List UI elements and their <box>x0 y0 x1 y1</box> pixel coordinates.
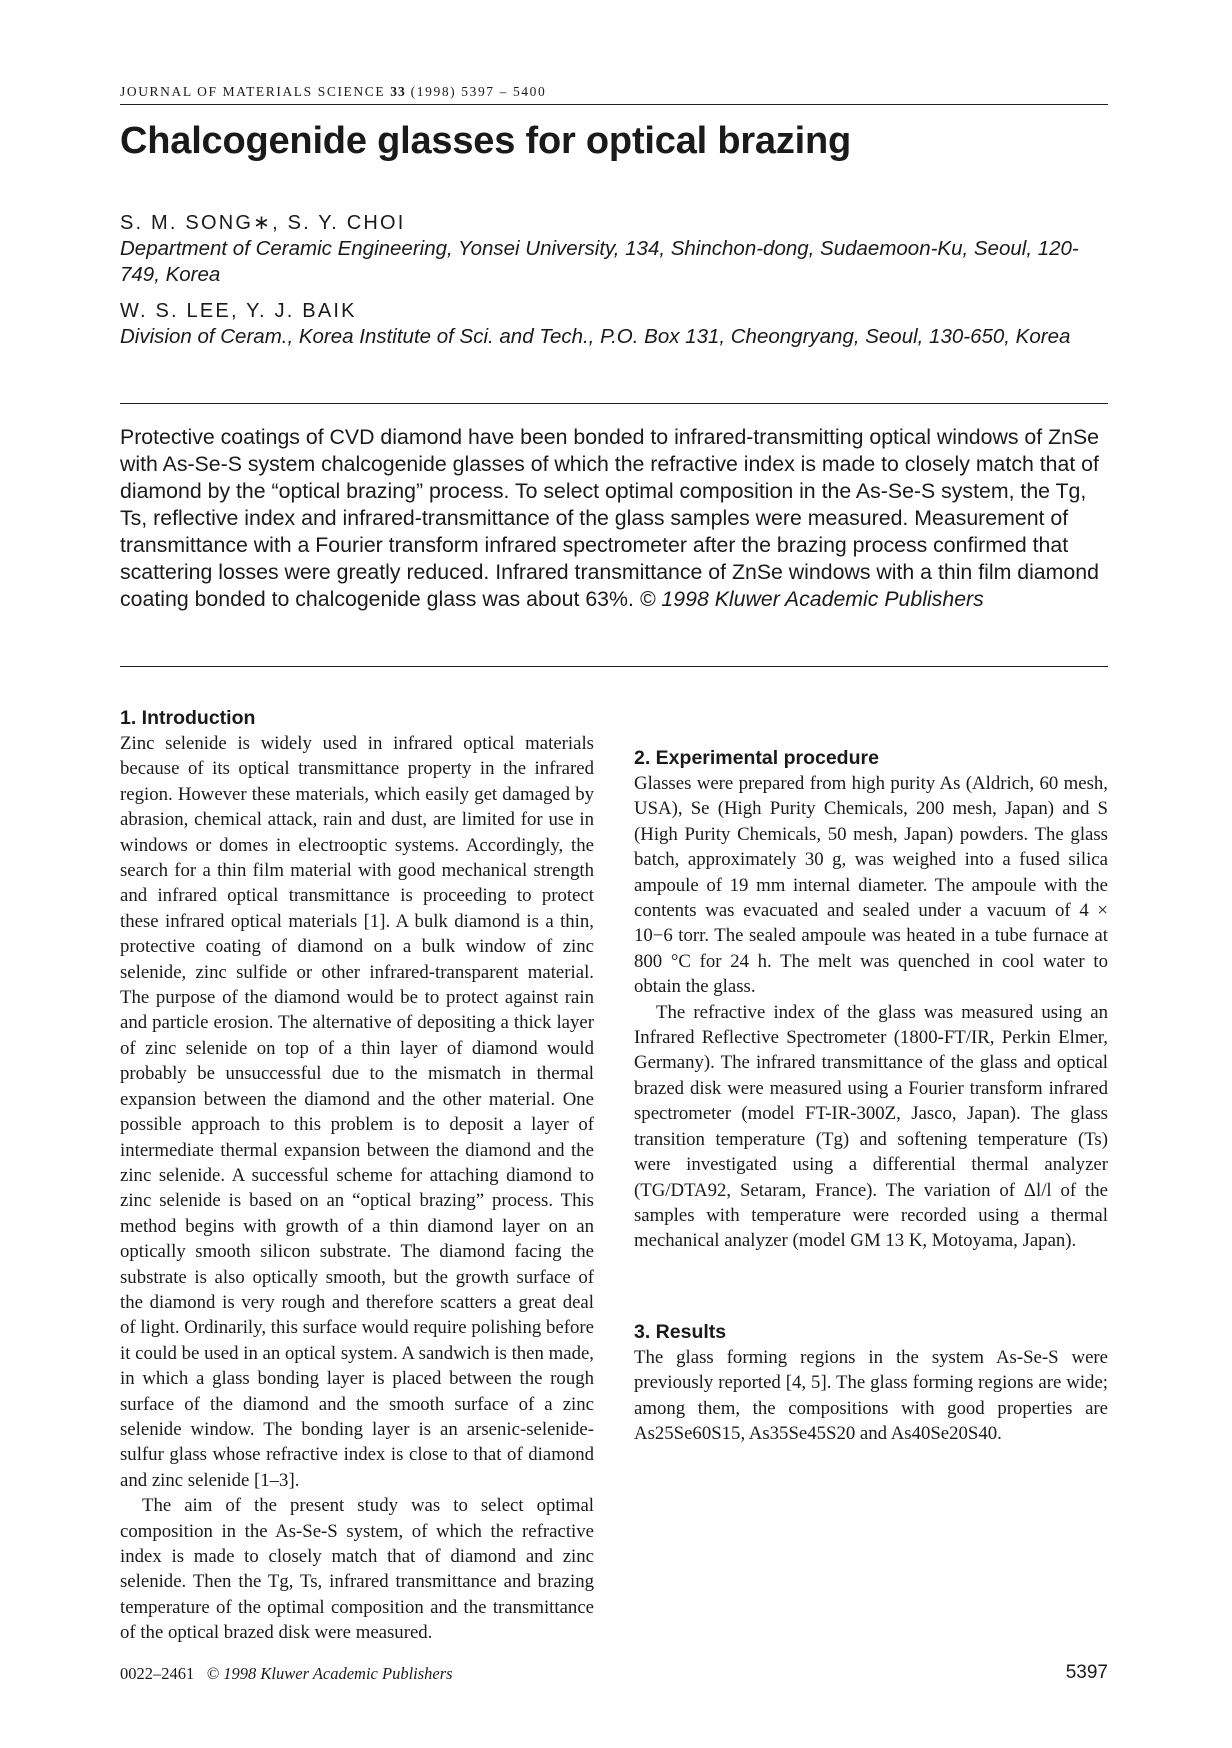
footer-issn-copyright <box>120 1664 453 1684</box>
abstract-bottom-rule <box>120 666 1108 667</box>
paper-title: Chalcogenide glasses for optical brazing <box>120 120 852 162</box>
introduction-paragraph-2: The aim of the present study was to select optimal composition in the As-Se-S system, of which the refractive index is made to closely match that of diamond and zinc selenide. Then the Tg, Ts, infrared transmittance and brazing temperature of the optimal composition and the transmittance of the optical brazed disk were measured. <box>120 1495 594 1644</box>
header-rule <box>120 104 1108 105</box>
footer-copyright: © 1998 Kluwer Academic Publishers <box>206 1664 453 1683</box>
journal-volume: 33 <box>390 84 406 99</box>
footer-issn: 0022–2461 <box>120 1664 195 1683</box>
introduction-paragraph-1: Zinc selenide is widely used in infrared optical materials because of its optical transmittance property in the infrared region. However these materials, which easily get damaged by abrasion, chemical attack, rain and dust, are limited for use in windows or domes in electrooptic systems. Accordingly, the search for a thin film material with good mechanical strength and infrared optical transmittance is proceeding to protect these infrared optical materials [1]. A bulk diamond is a thin, protective coating of diamond on a bulk window of zinc selenide, zinc sulfide or other infrared-transparent material. The purpose of the diamond would be to protect against rain and particle erosion. The alternative of depositing a thick layer of zinc selenide on top of a thin layer of diamond would probably be unsuccessful due to the mismatch in thermal expansion between the diamond and the other material. One possible approach to this problem is to deposit a layer of intermediate thermal expansion between the diamond and the zinc selenide. A successful scheme for attaching diamond to zinc selenide is based on an “optical brazing” process. This method begins with growth of a thin diamond layer on an optically smooth silicon substrate. The diamond facing the substrate is also optically smooth, but the growth surface of the diamond is very rough and therefore scatters a great deal of light. Ordinarily, this surface would require polishing before it could be used in an optical system. A sandwich is then made, in which a glass bonding layer is placed between the rough surface of the diamond and the smooth surface of a zinc selenide window. The bonding layer is an arsenic-selenide-sulfur glass whose refractive index is close to that of diamond and zinc selenide [1–3]. <box>120 733 594 1491</box>
author-names-2: W. S. LEE, Y. J. BAIK <box>120 300 357 322</box>
journal-name: JOURNAL OF MATERIALS SCIENCE <box>120 84 386 99</box>
section-heading-experimental: 2. Experimental procedure <box>634 747 879 769</box>
results-paragraph-1: The glass forming regions in the system As-Se-S were previously reported [4, 5]. The glass forming regions are wide; among them, the compositions with good properties are As25Se60S15, As35Se45S20 and As40Se20S40. <box>634 1346 1108 1444</box>
abstract <box>120 424 1108 613</box>
right-column <box>634 706 1108 1446</box>
abstract-text: Protective coatings of CVD diamond have been bonded to infrared-transmitting optical windows of ZnSe with As-Se-S system chalcogenide glasses of which the refractive index is made to closely match that of diamond by the “optical brazing” process. To select optimal composition in the As-Se-S system, the Tg, Ts, reflective index and infrared-transmittance of the glass samples were measured. Measurement of transmittance with a Fourier transform infrared spectrometer after the brazing process confirmed that scattering losses were greatly reduced. Infrared transmittance of ZnSe windows with a thin film diamond coating bonded to chalcogenide glass was about 63%. <box>120 425 1100 611</box>
abstract-copyright: © 1998 Kluwer Academic Publishers <box>639 587 984 611</box>
experimental-paragraph-2: The refractive index of the glass was measured using an Infrared Reflective Spectrometer (1800-FT/IR, Perkin Elmer, Germany). The infrared transmittance of the glass and optical brazed disk were measured using a Fourier transform infrared spectrometer (model FT-IR-300Z, Jasco, Japan). The glass transition temperature (Tg) and softening temperature (Ts) were investigated using a differential thermal analyzer (TG/DTA92, Setaram, France). The variation of Δl/l of the samples with temperature were recorded using a thermal mechanical analyzer (model GM 13 K, Motoyama, Japan). <box>634 1001 1108 1252</box>
author-affiliation-2: Division of Ceram., Korea Institute of Sci. and Tech., P.O. Box 131, Cheongryang, Seoul, 130-650, Korea <box>120 325 1071 348</box>
author-affiliation-1: Department of Ceramic Engineering, Yonsei University, 134, Shinchon-dong, Sudaemoon-Ku, Seoul, 120-749, Korea <box>120 237 1079 286</box>
journal-header <box>120 84 1108 100</box>
author-names-1: S. M. SONG∗, S. Y. CHOI <box>120 212 406 234</box>
experimental-paragraph-1: Glasses were prepared from high purity As (Aldrich, 60 mesh, USA), Se (High Purity Chemicals, 200 mesh, Japan) and S (High Purity Chemicals, 50 mesh, Japan) powders. The glass batch, approximately 30 g, was weighed into a fused silica ampoule of 19 mm internal diameter. The ampoule with the contents was evacuated and sealed under a vacuum of 4 × 10−6 torr. The sealed ampoule was heated in a tube furnace at 800 °C for 24 h. The melt was quenched in cool water to obtain the glass. <box>634 773 1108 998</box>
left-column <box>120 706 594 1646</box>
page-number: 5397 <box>1065 1662 1108 1683</box>
abstract-top-rule <box>120 403 1108 404</box>
journal-year-pages: (1998) 5397 – 5400 <box>410 84 547 99</box>
section-heading-results: 3. Results <box>634 1320 727 1343</box>
section-heading-introduction: 1. Introduction <box>120 707 256 729</box>
